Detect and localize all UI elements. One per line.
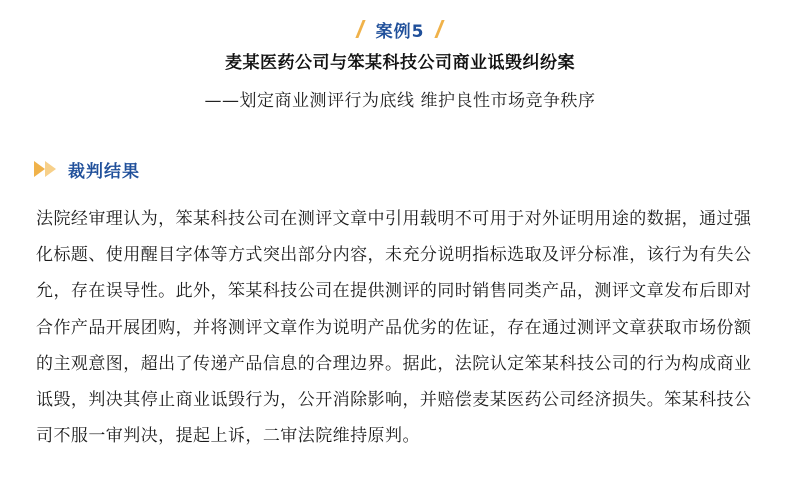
double-chevron-right-icon [34,161,58,177]
left-slash-decoration [355,20,365,38]
case-header [0,14,800,44]
section-header-judgment [34,154,140,184]
right-slash-decoration [435,20,445,38]
judgment-paragraph: 法院经审理认为，笨某科技公司在测评文章中引用载明不可用于对外证明用途的数据，通过强化标题、使用醒目字体等方式突出部分内容，未充分说明指标选取及评分标准，该行为有失公允，存在误导性。此外，笨某科技公司在提供测评的同时销售同类产品，测评文章发布后即对合作产品开展团购，并将测评文章作为说明产品优劣的佐证，存在通过测评文章获取市场份额的主观意图，超出了传递产品信息的合理边界。据此，法院认定笨某科技公司的行为构成商业诋毁，判决其停止商业诋毁行为，公开消除影响，并赔偿麦某医药公司经济损失。笨某科技公司不服一审判决，提起上诉，二审法院维持原判。 [36,209,752,447]
case-subtitle: ——划定商业测评行为底线 维护良性市场竞争秩序 [204,91,596,111]
judgment-body [36,201,766,454]
section-title: 裁判结果 [68,161,140,182]
case-label: 案例5 [375,21,425,42]
case-title: 麦某医药公司与笨某科技公司商业诋毁纠纷案 [225,53,575,73]
